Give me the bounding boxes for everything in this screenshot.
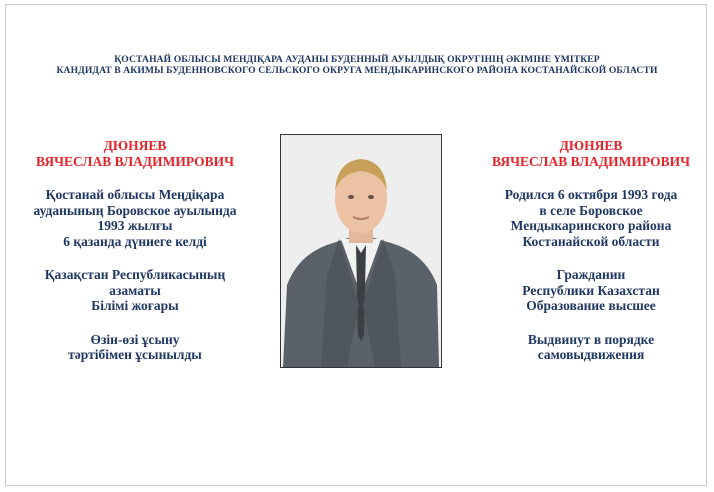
citizen-info-kz — [0, 267, 270, 314]
header-kazakh: ҚОСТАНАЙ ОБЛЫСЫ МЕНДІҚАРА АУДАНЫ БУДЕННЫЙ АУЫЛДЫҚ ОКРУГІНІҢ ӘКІМІНЕ ҮМІТКЕР — [114, 54, 600, 65]
text-line: Өзін-өзі ұсыну — [90, 331, 180, 347]
birth-info-kz — [0, 187, 270, 249]
candidate-photo — [280, 134, 442, 368]
candidate-given-kz: ВЯЧЕСЛАВ ВЛАДИМИРОВИЧ — [35, 153, 234, 169]
page-header — [0, 54, 714, 76]
text-line: в селе Боровское — [539, 202, 643, 218]
right-column-russian — [452, 138, 714, 363]
text-line: ауданының Боровское ауылында — [33, 202, 237, 218]
text-line: Білімі жоғары — [91, 298, 179, 313]
text-line: Образование высшее — [526, 298, 656, 313]
text-line: Мендыкаринского района — [510, 218, 672, 233]
nomination-info-kz — [0, 332, 270, 363]
text-line: Родился 6 октября 1993 года — [504, 187, 678, 202]
candidate-given-ru: ВЯЧЕСЛАВ ВЛАДИМИРОВИЧ — [491, 153, 690, 169]
text-line: Выдвинут в порядке — [527, 331, 655, 347]
text-line: 1993 жылғы — [97, 218, 173, 233]
header-russian: КАНДИДАТ В АКИМЫ БУДЕННОВСКОГО СЕЛЬСКОГО ОКРУГА МЕНДЫКАРИНСКОГО РАЙОНА КОСТАНАЙСКОЙ ОБЛАСТИ — [56, 65, 658, 76]
text-line: 6 қазанда дүниеге келді — [63, 233, 207, 249]
citizen-info-ru — [452, 267, 714, 314]
text-line: Қостанай облысы Меңдіқара — [45, 187, 225, 202]
text-line: Қазақстан Республикасының — [44, 267, 226, 282]
text-line: Костанайской области — [522, 233, 660, 249]
left-column-kazakh — [0, 138, 270, 363]
text-line: Республики Казахстан — [522, 282, 660, 298]
birth-info-ru — [452, 187, 714, 249]
text-line: азаматы — [109, 282, 161, 298]
text-line: тәртібімен ұсынылды — [68, 347, 202, 362]
candidate-surname-ru: ДЮНЯЕВ — [559, 138, 623, 153]
nomination-info-ru — [452, 332, 714, 363]
text-line: самовыдвижения — [537, 347, 645, 362]
candidate-surname-kz: ДЮНЯЕВ — [103, 138, 167, 153]
text-line: Гражданин — [556, 267, 626, 282]
